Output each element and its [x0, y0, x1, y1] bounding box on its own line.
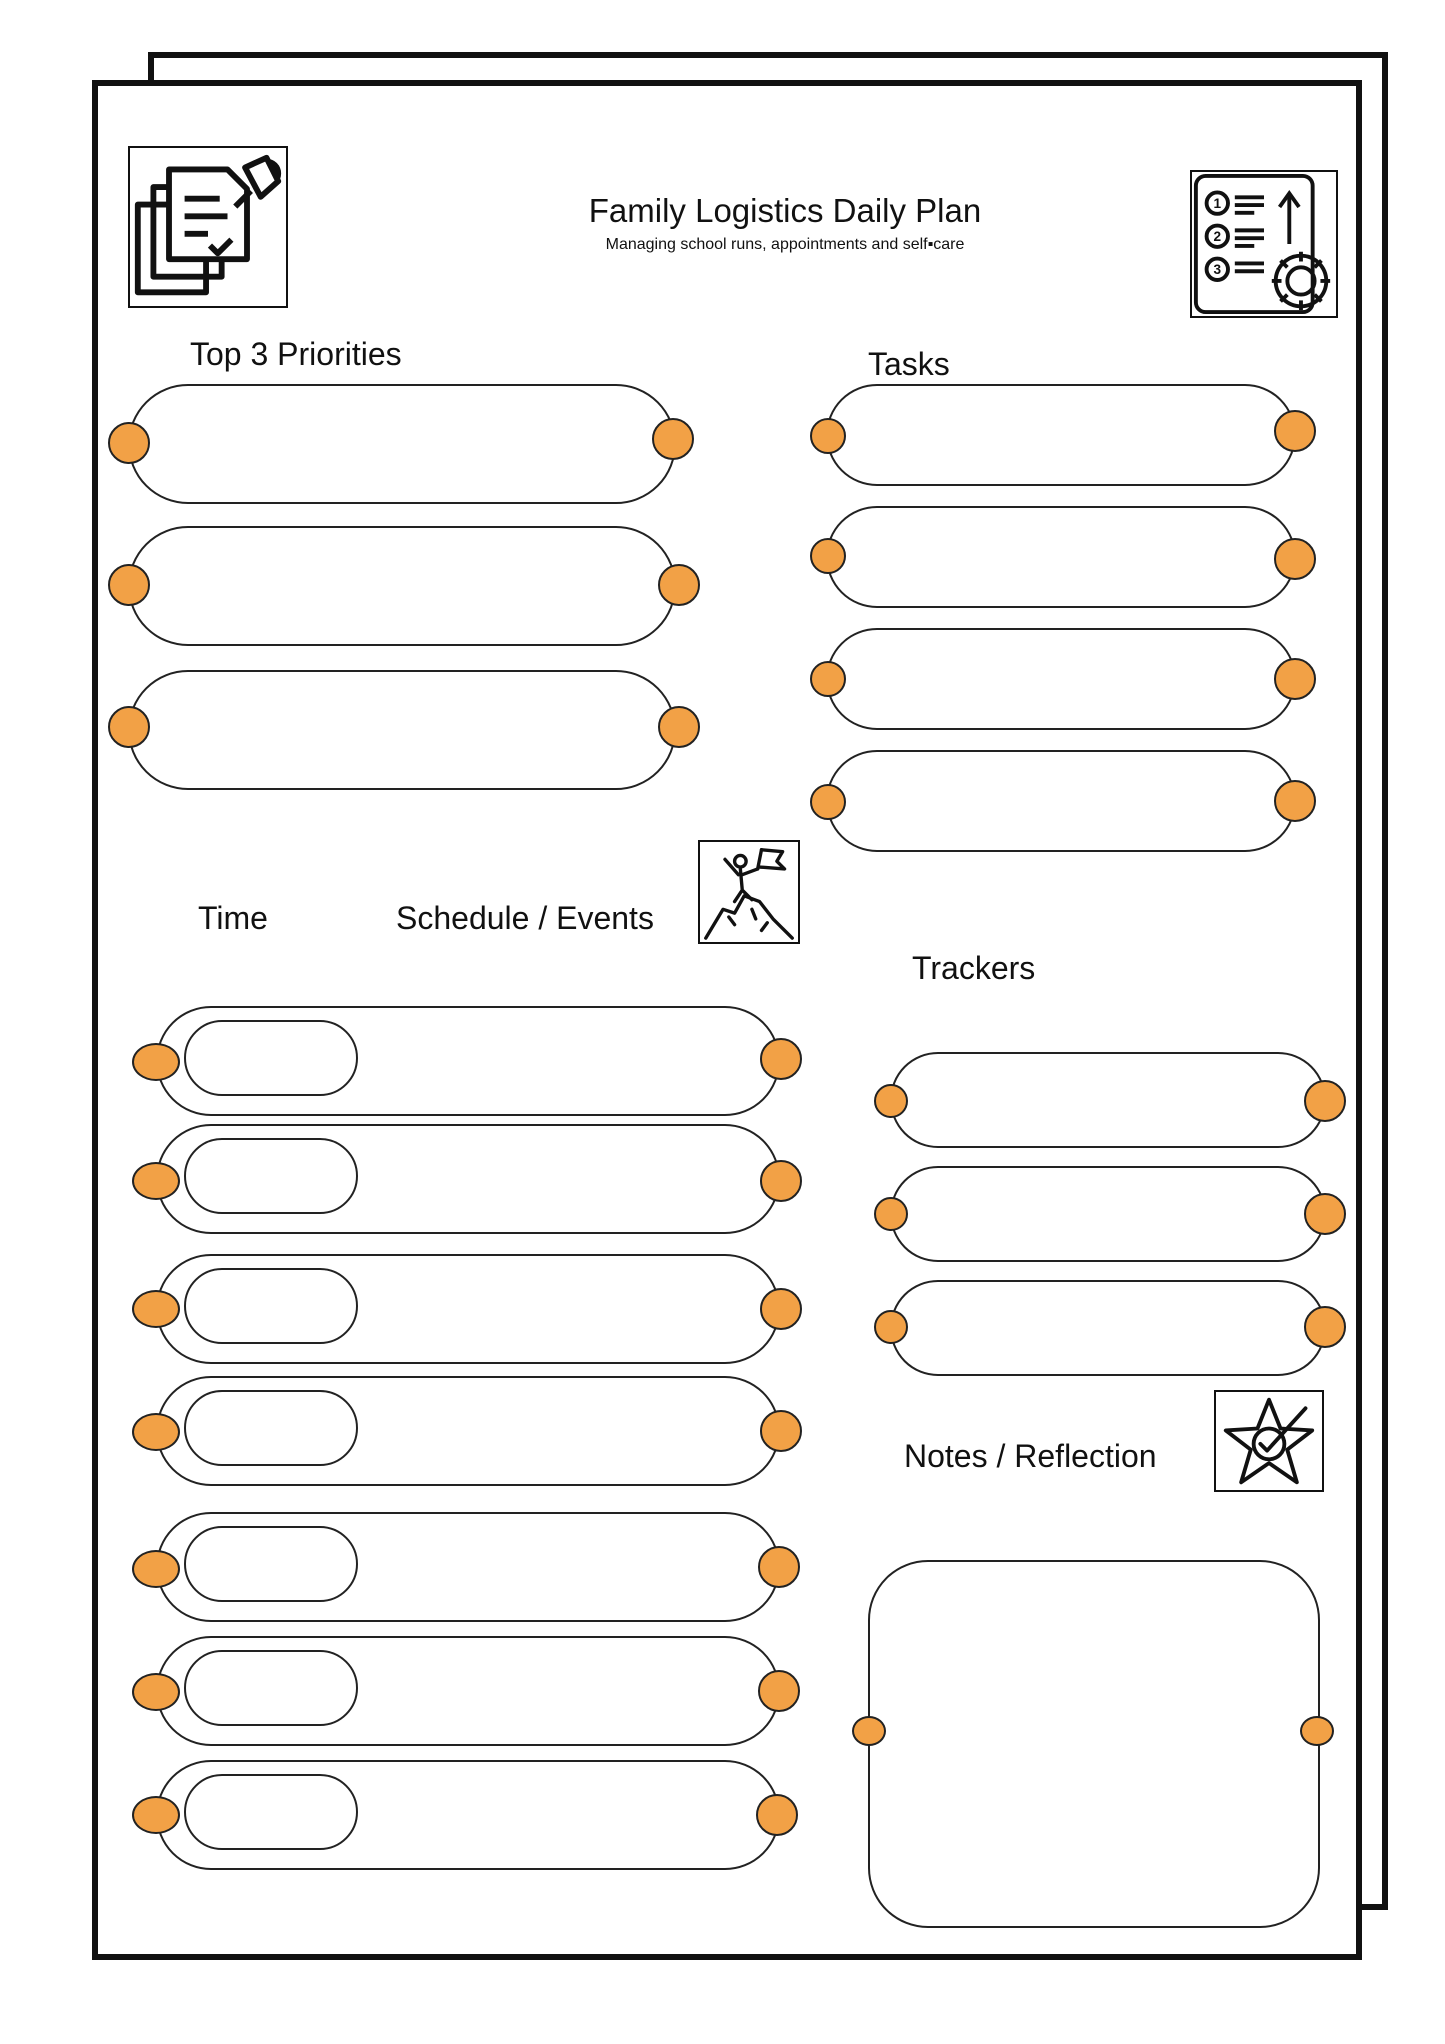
time-field[interactable]: [184, 1390, 358, 1466]
tracker-field[interactable]: [890, 1280, 1326, 1376]
priority-left-dot: [108, 564, 150, 606]
svg-text:1: 1: [1213, 196, 1222, 211]
schedule-left-dot: [132, 1043, 180, 1081]
task-left-dot: [810, 661, 846, 697]
time-field[interactable]: [184, 1020, 358, 1096]
priority-left-dot: [108, 706, 150, 748]
schedule-right-dot: [760, 1288, 802, 1330]
tracker-right-dot: [1304, 1306, 1346, 1348]
time-field[interactable]: [184, 1774, 358, 1850]
task-left-dot: [810, 538, 846, 574]
notes-left-dot: [852, 1716, 886, 1746]
notes-field[interactable]: [868, 1560, 1320, 1928]
tasks-heading: Tasks: [868, 346, 950, 382]
tracker-left-dot: [874, 1310, 908, 1344]
schedule-heading: Schedule / Events: [396, 900, 654, 936]
priority-right-dot: [658, 706, 700, 748]
task-left-dot: [810, 418, 846, 454]
schedule-left-dot: [132, 1290, 180, 1328]
priority-field[interactable]: [128, 670, 676, 790]
task-field[interactable]: [826, 506, 1296, 608]
priority-field[interactable]: [128, 526, 676, 646]
task-field[interactable]: [826, 628, 1296, 730]
priority-left-dot: [108, 422, 150, 464]
schedule-left-dot: [132, 1413, 180, 1451]
tracker-field[interactable]: [890, 1166, 1326, 1262]
tracker-right-dot: [1304, 1193, 1346, 1235]
time-field[interactable]: [184, 1268, 358, 1344]
star-check-icon: [1214, 1390, 1324, 1492]
time-field[interactable]: [184, 1526, 358, 1602]
time-field[interactable]: [184, 1650, 358, 1726]
page-subtitle: Managing school runs, appointments and self▪care: [605, 236, 965, 253]
task-right-dot: [1274, 658, 1316, 700]
priority-right-dot: [652, 418, 694, 460]
priority-right-dot: [658, 564, 700, 606]
task-field[interactable]: [826, 384, 1296, 486]
task-right-dot: [1274, 410, 1316, 452]
schedule-right-dot: [758, 1546, 800, 1588]
priority-field[interactable]: [128, 384, 676, 504]
task-left-dot: [810, 784, 846, 820]
priorities-heading: Top 3 Priorities: [190, 336, 402, 372]
svg-text:3: 3: [1213, 262, 1222, 278]
schedule-left-dot: [132, 1550, 180, 1588]
schedule-right-dot: [760, 1038, 802, 1080]
schedule-left-dot: [132, 1162, 180, 1200]
task-right-dot: [1274, 780, 1316, 822]
schedule-right-dot: [760, 1160, 802, 1202]
trackers-heading: Trackers: [912, 950, 1036, 986]
mountain-summit-flag-icon: [698, 840, 800, 944]
time-heading: Time: [198, 900, 268, 936]
task-right-dot: [1274, 538, 1316, 580]
svg-text:2: 2: [1213, 229, 1222, 245]
notes-heading: Notes / Reflection: [904, 1438, 1157, 1474]
task-field[interactable]: [826, 750, 1296, 852]
schedule-left-dot: [132, 1673, 180, 1711]
tracker-left-dot: [874, 1197, 908, 1231]
schedule-right-dot: [760, 1410, 802, 1452]
page-title: Family Logistics Daily Plan: [588, 192, 982, 229]
tracker-right-dot: [1304, 1080, 1346, 1122]
time-field[interactable]: [184, 1138, 358, 1214]
schedule-right-dot: [758, 1670, 800, 1712]
schedule-left-dot: [132, 1796, 180, 1834]
notes-right-dot: [1300, 1716, 1334, 1746]
tracker-left-dot: [874, 1084, 908, 1118]
schedule-right-dot: [756, 1794, 798, 1836]
tracker-field[interactable]: [890, 1052, 1326, 1148]
